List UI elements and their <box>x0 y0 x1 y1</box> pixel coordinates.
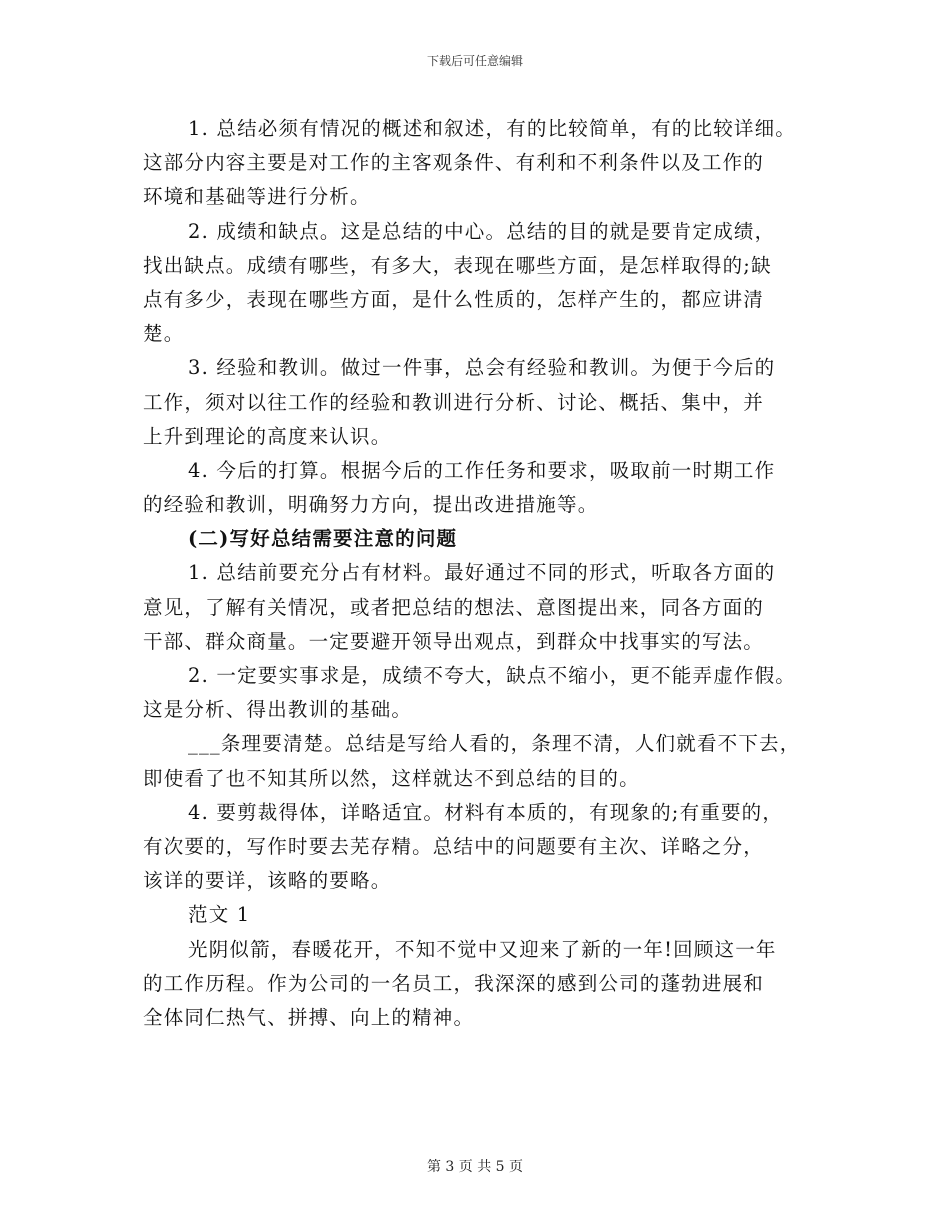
text-line: 该详的要详，该略的要略。 <box>143 869 392 893</box>
paragraph <box>143 659 843 727</box>
text-line: 干部、群众商量。一定要避开领导出观点，到群众中找事实的写法。 <box>143 629 765 653</box>
text-line: 1. 总结前要充分占有材料。最好通过不同的形式，听取各方面的 <box>188 561 776 585</box>
text-line: 4. 要剪裁得体，详略适宜。材料有本质的，有现象的;有重要的， <box>188 800 784 824</box>
text-line: 这部分内容主要是对工作的主客观条件、有利和不利条件以及工作的 <box>143 151 765 175</box>
text-line: 环境和基础等进行分析。 <box>143 185 371 209</box>
text-line: 3. 经验和教训。做过一件事，总会有经验和教训。为便于今后的 <box>188 356 776 380</box>
section-heading <box>143 522 843 556</box>
paragraph <box>143 556 843 659</box>
text-line: 找出缺点。成绩有哪些，有多大，表现在哪些方面，是怎样取得的;缺 <box>143 253 772 277</box>
text-line: 点有多少，表现在哪些方面，是什么性质的，怎样产生的，都应讲清 <box>143 287 765 311</box>
text-line: 的经验和教训，明确努力方向，提出改进措施等。 <box>143 493 599 517</box>
text-line: 上升到理论的高度来认识。 <box>143 424 392 448</box>
text-line: 光阴似箭，春暖花开，不知不觉中又迎来了新的一年!回顾这一年 <box>188 937 777 961</box>
paragraph <box>143 112 843 215</box>
text-line: 这是分析、得出教训的基础。 <box>143 698 413 722</box>
paragraph <box>143 898 843 932</box>
text-line: (二)写好总结需要注意的问题 <box>188 527 458 551</box>
text-line: 2. 成绩和缺点。这是总结的中心。总结的目的就是要肯定成绩， <box>188 219 776 243</box>
paragraph <box>143 933 843 1036</box>
text-line: 意见，了解有关情况，或者把总结的想法、意图提出来，同各方面的 <box>143 595 765 619</box>
text-line: 2. 一定要实事求是，成绩不夸大，缺点不缩小，更不能弄虚作假。 <box>188 664 797 687</box>
document-body <box>143 112 843 1035</box>
paragraph <box>143 454 843 522</box>
page-header: 下载后可任意编辑 <box>426 54 523 68</box>
text-line: 工作，须对以往工作的经验和教训进行分析、讨论、概括、集中，并 <box>143 390 765 414</box>
text-line: 全体同仁热气、拼搏、向上的精神。 <box>143 1005 475 1029</box>
text-line: ___条理要清楚。总结是写给人看的，条理不清，人们就看不下去， <box>188 732 801 756</box>
paragraph <box>143 351 843 454</box>
text-line: 楚。 <box>143 322 185 346</box>
page-footer: 第 3 页 共 5 页 <box>426 1159 524 1175</box>
text-line: 4. 今后的打算。根据今后的工作任务和要求，吸取前一时期工作 <box>188 458 776 482</box>
text-line: 的工作历程。作为公司的一名员工，我深深的感到公司的蓬勃进展和 <box>143 971 765 995</box>
paragraph <box>143 727 843 795</box>
paragraph <box>143 215 843 352</box>
text-line: 即使看了也不知其所以然，这样就达不到总结的目的。 <box>143 766 640 790</box>
text-line: 1. 总结必须有情况的概述和叙述，有的比较简单，有的比较详细。 <box>188 117 797 140</box>
text-line: 有次要的，写作时要去芜存精。总结中的问题要有主次、详略之分， <box>143 834 765 858</box>
text-line: 范文 1 <box>188 903 251 927</box>
paragraph <box>143 796 843 899</box>
